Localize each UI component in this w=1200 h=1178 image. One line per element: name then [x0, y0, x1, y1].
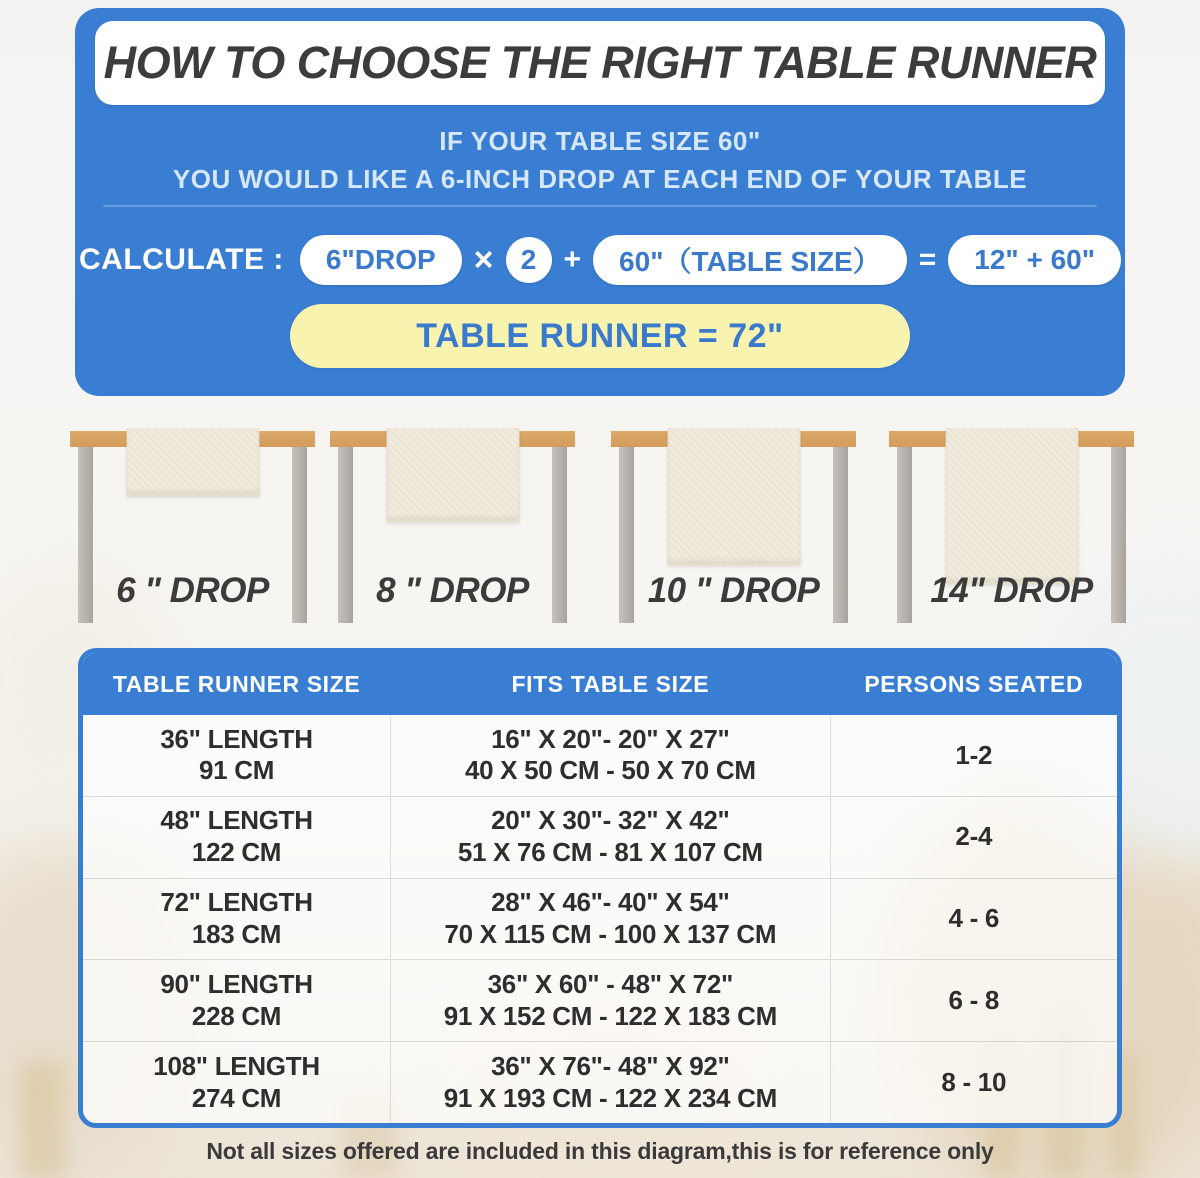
fits-size-cell — [390, 715, 830, 796]
calculation-row — [75, 234, 1125, 286]
fits-size-cm: 70 X 115 CM - 100 X 137 CM — [444, 918, 777, 949]
fits-size-cm: 51 X 76 CM - 81 X 107 CM — [457, 837, 763, 868]
table-row — [83, 1041, 1117, 1123]
size-table-body — [83, 715, 1117, 1123]
runner-size-cm: 183 CM — [191, 918, 282, 949]
fits-size-cell — [390, 879, 830, 960]
size-table-panel — [78, 648, 1122, 1128]
fits-size-cm: 40 X 50 CM - 50 X 70 CM — [464, 755, 756, 786]
persons-seated-cell: 6 - 8 — [948, 984, 1000, 1015]
fits-size-inches: 20" X 30"- 32" X 42" — [491, 805, 730, 836]
runner-size-cell — [83, 1042, 390, 1123]
runner-size-inches: 108" LENGTH — [153, 1050, 320, 1081]
table-figure-10-drop — [611, 425, 856, 645]
runner-swatch — [667, 428, 800, 565]
runner-size-inches: 36" LENGTH — [160, 723, 313, 754]
runner-swatch — [386, 428, 519, 522]
table-row — [83, 959, 1117, 1041]
runner-size-inches: 72" LENGTH — [160, 887, 313, 918]
subtitle-line-1: IF YOUR TABLE SIZE 60" — [439, 126, 761, 156]
fits-size-inches: 36" X 76"- 48" X 92" — [491, 1050, 730, 1081]
runner-size-cell — [83, 879, 390, 960]
multiply-operator: × — [473, 240, 494, 279]
runner-size-cm: 91 CM — [199, 755, 275, 786]
drop-label: 14" DROP — [930, 571, 1093, 610]
drop-label: 8 " DROP — [376, 571, 529, 610]
header-panel — [75, 8, 1125, 396]
header-divider — [103, 205, 1097, 207]
result-text: TABLE RUNNER = 72" — [416, 316, 784, 355]
runner-swatch — [126, 428, 259, 496]
runner-size-cm: 274 CM — [191, 1082, 282, 1113]
runner-size-cell — [83, 715, 390, 796]
table-figure-6-drop — [70, 425, 315, 645]
equals-operator: = — [918, 243, 937, 276]
result-pill — [290, 304, 910, 368]
table-row — [83, 796, 1117, 878]
table-figure-8-drop — [330, 425, 575, 645]
size-table-header — [83, 653, 1117, 715]
table-row — [83, 715, 1117, 796]
fits-size-cell — [390, 797, 830, 878]
fits-size-cm: 91 X 152 CM - 122 X 183 CM — [443, 1000, 777, 1031]
subtitle-line-2: YOU WOULD LIKE A 6-INCH DROP AT EACH END OF YOUR TABLE — [172, 164, 1028, 194]
drop-figures-row — [0, 425, 1200, 645]
fits-size-cell — [390, 1042, 830, 1123]
persons-seated-cell: 1-2 — [955, 739, 993, 770]
drop-label: 10 " DROP — [647, 571, 820, 610]
fits-size-inches: 36" X 60" - 48" X 72" — [487, 969, 734, 1000]
fits-size-cm: 91 X 193 CM - 122 X 234 CM — [443, 1082, 777, 1113]
runner-size-cm: 122 CM — [191, 837, 282, 868]
fits-size-cell — [390, 960, 830, 1041]
sum-pill: 12" + 60" — [948, 235, 1121, 285]
runner-size-inches: 48" LENGTH — [160, 805, 313, 836]
multiplier-badge: 2 — [506, 237, 552, 283]
runner-size-cm: 228 CM — [191, 1000, 282, 1031]
table-figure-14-drop — [889, 425, 1134, 645]
calculate-label: CALCULATE : — [78, 243, 284, 276]
drop-value-pill: 6"DROP — [300, 235, 462, 285]
persons-seated-cell: 8 - 10 — [941, 1066, 1007, 1097]
drop-label: 6 " DROP — [116, 571, 269, 610]
column-header-fits-table: FITS TABLE SIZE — [511, 670, 710, 697]
runner-swatch — [945, 428, 1078, 584]
table-row — [83, 878, 1117, 960]
page-title: HOW TO CHOOSE THE RIGHT TABLE RUNNER — [103, 37, 1097, 88]
title-box — [95, 21, 1105, 105]
runner-size-cell — [83, 797, 390, 878]
plus-operator: + — [563, 243, 582, 276]
column-header-persons: PERSONS SEATED — [864, 670, 1084, 697]
column-header-runner-size: TABLE RUNNER SIZE — [112, 670, 361, 697]
footer-note: Not all sizes offered are included in this diagram,this is for reference only — [206, 1138, 994, 1164]
fits-size-inches: 16" X 20"- 20" X 27" — [491, 723, 730, 754]
runner-size-inches: 90" LENGTH — [160, 969, 313, 1000]
fits-size-inches: 28" X 46"- 40" X 54" — [491, 887, 730, 918]
table-size-pill: 60"（TABLE SIZE） — [593, 235, 907, 285]
persons-seated-cell: 2-4 — [955, 821, 993, 852]
persons-seated-cell: 4 - 6 — [948, 903, 1000, 934]
runner-size-cell — [83, 960, 390, 1041]
